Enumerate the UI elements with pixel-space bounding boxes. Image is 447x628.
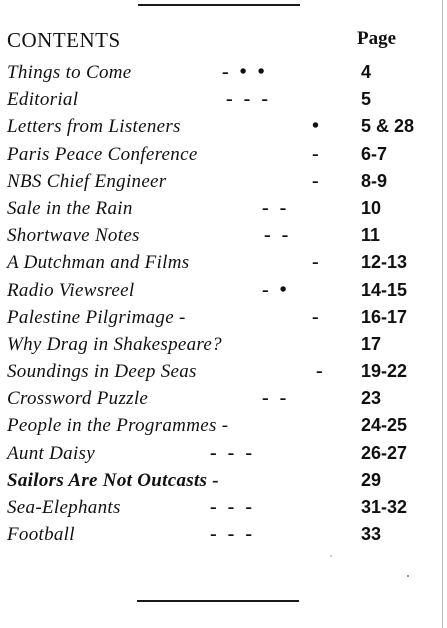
- entry-title: Crossword Puzzle: [7, 388, 149, 410]
- page-column-heading: Page: [357, 28, 397, 49]
- entry-page: 17: [361, 333, 382, 354]
- entry-title: Editorial: [7, 89, 79, 111]
- entry-title: NBS Chief Engineer: [7, 170, 167, 192]
- entry-leader: -: [312, 251, 319, 274]
- contents-header: [0, 28, 447, 54]
- entry-leader: - - -: [210, 496, 255, 518]
- entry-page: 29: [361, 469, 382, 490]
- entry-page: 31-32: [361, 497, 408, 517]
- entry-leader: -: [312, 169, 319, 192]
- print-speck: [330, 555, 332, 557]
- entry-title: Aunt Daisy: [7, 442, 95, 464]
- entry-title: Football: [7, 524, 75, 546]
- toc-row: [0, 169, 447, 196]
- entry-leader: -: [316, 360, 323, 383]
- entry-leader: •: [312, 115, 320, 138]
- toc-row: [0, 468, 447, 495]
- entry-leader: - -: [264, 224, 292, 247]
- entry-page: 8-9: [361, 170, 388, 191]
- entry-leader: -: [312, 305, 319, 328]
- entry-page: 23: [361, 388, 382, 409]
- entry-title: Sale in the Rain: [7, 197, 133, 219]
- entry-page: 16-17: [361, 306, 408, 327]
- toc-row: [0, 332, 447, 359]
- toc-row: [0, 60, 447, 87]
- entry-title: Soundings in Deep Seas: [7, 361, 197, 383]
- print-speck: [407, 575, 409, 577]
- entry-title: Paris Peace Conference: [7, 143, 198, 165]
- entry-leader: - -: [262, 196, 290, 219]
- toc-row: [0, 278, 447, 305]
- toc-row: [0, 386, 447, 413]
- entry-page: 26-27: [361, 442, 408, 463]
- entry-page: 14-15: [361, 279, 408, 300]
- toc-row: [0, 250, 447, 277]
- toc-row: [0, 223, 447, 250]
- entry-page: 11: [361, 225, 381, 246]
- entry-leader: - - -: [210, 441, 255, 464]
- toc-row: [0, 87, 447, 114]
- entry-title: Sea-Elephants: [7, 497, 121, 518]
- entry-page: 12-13: [361, 252, 408, 273]
- entry-title: Sailors Are Not Outcasts -: [7, 469, 219, 491]
- entry-title: Why Drag in Shakespeare?: [7, 333, 222, 355]
- entry-leader: - • •: [222, 61, 268, 83]
- toc-row: [0, 413, 447, 440]
- entry-leader: -: [312, 142, 319, 165]
- toc-row: [0, 305, 447, 332]
- toc-row: [0, 359, 447, 386]
- entry-leader: - •: [262, 278, 290, 301]
- entry-page: 5: [361, 89, 372, 110]
- entry-leader: - -: [262, 387, 290, 410]
- entry-title: Letters from Listeners: [7, 116, 181, 138]
- toc-row: [0, 495, 447, 522]
- top-rule: [138, 4, 300, 6]
- entry-page: 33: [361, 524, 382, 545]
- entry-leader: - - -: [210, 523, 255, 546]
- entry-page: 10: [361, 197, 382, 218]
- bottom-rule: [137, 600, 299, 602]
- entry-title: A Dutchman and Films: [7, 252, 190, 274]
- entry-title: Things to Come: [7, 62, 132, 83]
- entry-page: 6-7: [361, 143, 388, 164]
- entry-page: 19-22: [361, 361, 408, 382]
- entry-title: Radio Viewsreel: [7, 279, 135, 301]
- contents-heading: CONTENTS: [7, 28, 121, 52]
- table-of-contents: [0, 60, 447, 549]
- toc-row: [0, 522, 447, 549]
- toc-row: [0, 196, 447, 223]
- entry-title: People in the Programmes -: [7, 415, 229, 437]
- toc-row: [0, 142, 447, 169]
- entry-page: 4: [361, 62, 372, 82]
- entry-title: Palestine Pilgrimage -: [7, 306, 186, 328]
- entry-title: Shortwave Notes: [7, 225, 140, 247]
- toc-row: [0, 114, 447, 141]
- entry-page: 24-25: [361, 415, 408, 436]
- toc-row: [0, 441, 447, 468]
- entry-page: 5 & 28: [361, 116, 415, 137]
- entry-leader: - - -: [226, 88, 271, 111]
